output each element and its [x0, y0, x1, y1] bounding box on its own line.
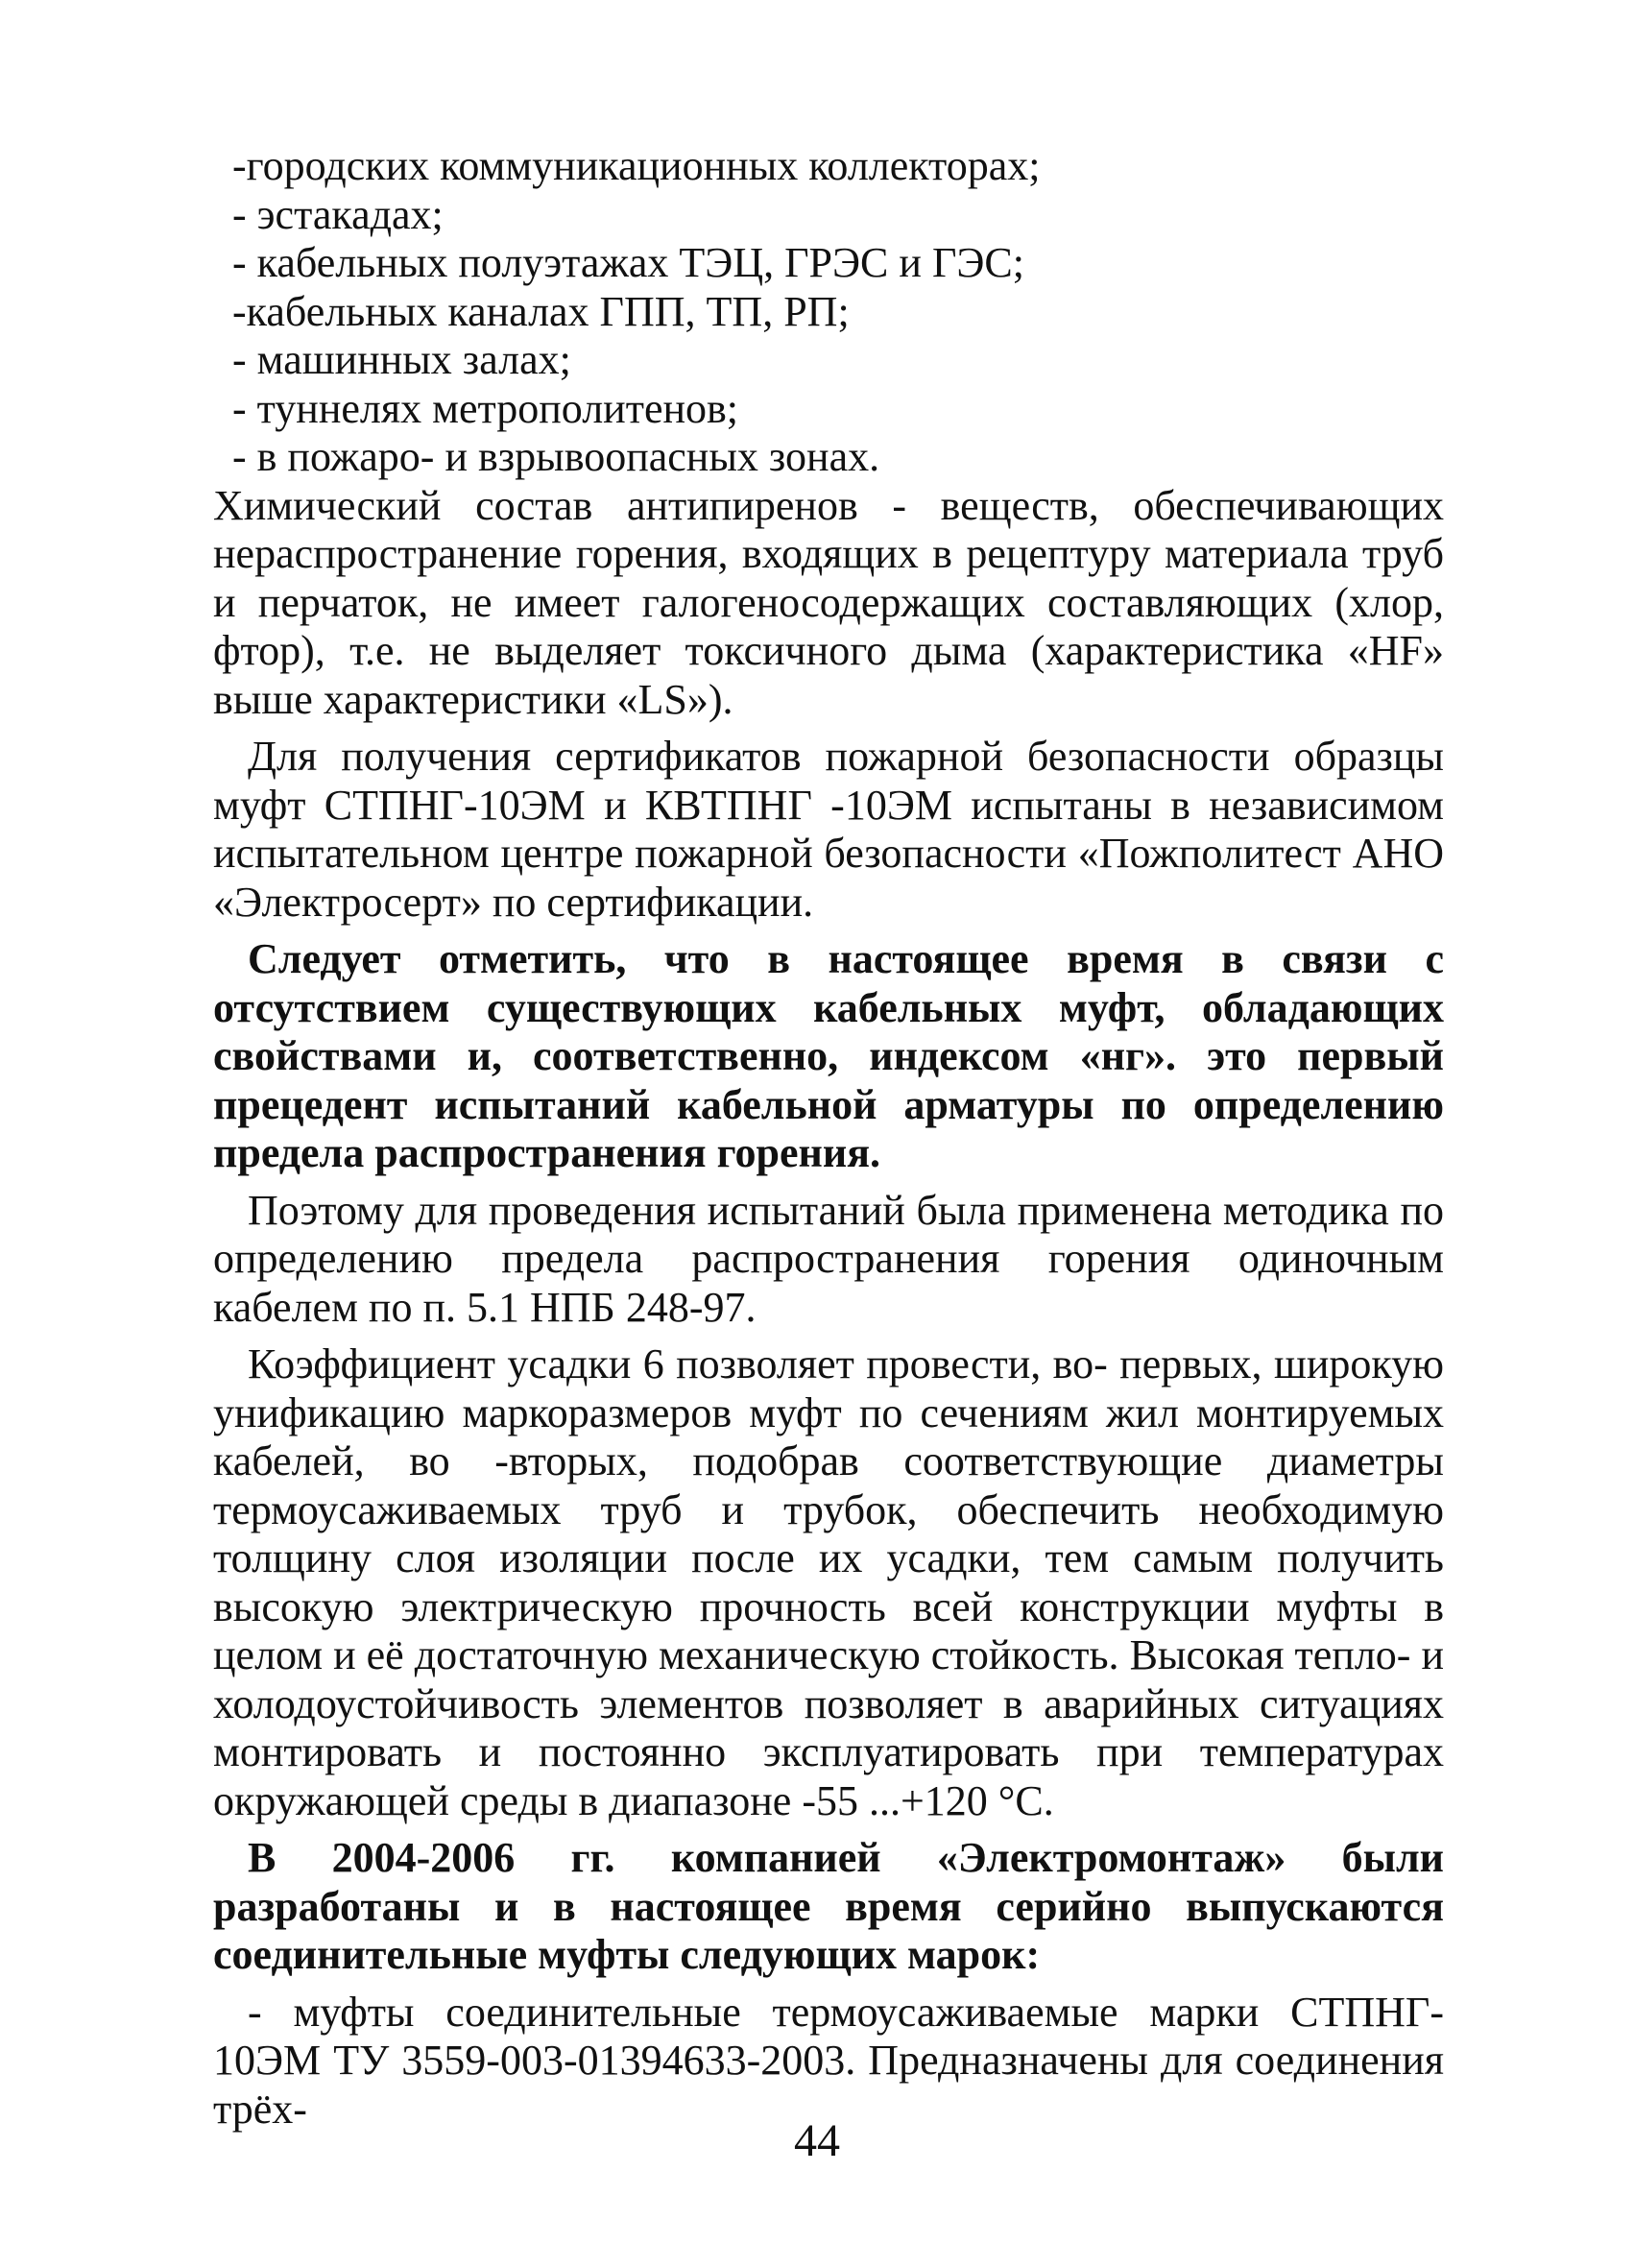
list-item: -кабельных каналах ГПП, ТП, РП;	[232, 287, 850, 335]
paragraph-shrink-coefficient: Коэффициент усадки 6 позволяет провести, во- первых, широкую унификацию маркоразмеров муфт по сечениям жил монтируемых кабелей, во -вторых, подобрав соответствующие диаметры термоусаживаемых труб и трубок, обеспечить необходимую толщину слоя изоляции после их усадки, тем самым получить высокую электрическую прочность всей конструкции муфты в целом и её достаточную механическую стойкость. Высокая тепло- и холодоустойчивость элементов позволяет в аварийных ситуациях монтировать и постоянно эксплуатировать при температурах окружающей среды в диапазоне -55 ...+120 °С.	[213, 1340, 1444, 1824]
paragraph-product-stpng: - муфты соединительные термоусаживаемые марки СТПНГ- 10ЭМ ТУ 3559-003-01394633-2003. Предназначены для соединения трёх-	[213, 1988, 1444, 2133]
paragraph-precedent: Следует отметить, что в настоящее время в связи с отсутствием существующих кабельных муфт, обладающих свойствами и, соответственно, индексом «нг». это первый прецедент испытаний кабельной арматуры по определению предела распространения горения.	[213, 935, 1444, 1176]
list-item: - в пожаро- и взрывоопасных зонах.	[232, 433, 880, 480]
paragraph-certification: Для получения сертификатов пожарной безопасности образцы муфт СТПНГ-10ЭМ и КВТПНГ -10ЭМ испытаны в независимом испытательном центре пожарной безопасности «Пожполитест АНО «Электросерт» по сертификации.	[213, 733, 1444, 926]
list-item: - эстакадах;	[232, 190, 444, 238]
list-item: - кабельных полуэтажах ТЭЦ, ГРЭС и ГЭС;	[232, 239, 1024, 286]
list-item: -городских коммуникационных коллекторах;	[232, 142, 1041, 189]
paragraph-products-intro: В 2004-2006 гг. компанией «Электромонтаж» были разработаны и в настоящее время серийно выпускаются соединительные муфты следующих марок:	[213, 1834, 1444, 1978]
paragraph-antipyrene-composition: Химический состав антипиренов - веществ, обеспечивающих нераспространение горения, входящих в рецептуру материала труб и перчаток, не имеет галогеносодержащих составляющих (хлор, фтор), т.е. не выделяет токсичного дыма (характеристика «HF» выше характеристики «LS»).	[213, 481, 1444, 723]
list-item: - машинных залах;	[232, 336, 571, 383]
paragraph-test-method: Поэтому для проведения испытаний была применена методика по определению предела распространения горения одиночным кабелем по п. 5.1 НПБ 248-97.	[213, 1186, 1444, 1331]
body-text	[213, 142, 1444, 2134]
page-number: 44	[794, 2115, 840, 2166]
list-item: - туннелях метрополитенов;	[232, 384, 739, 432]
